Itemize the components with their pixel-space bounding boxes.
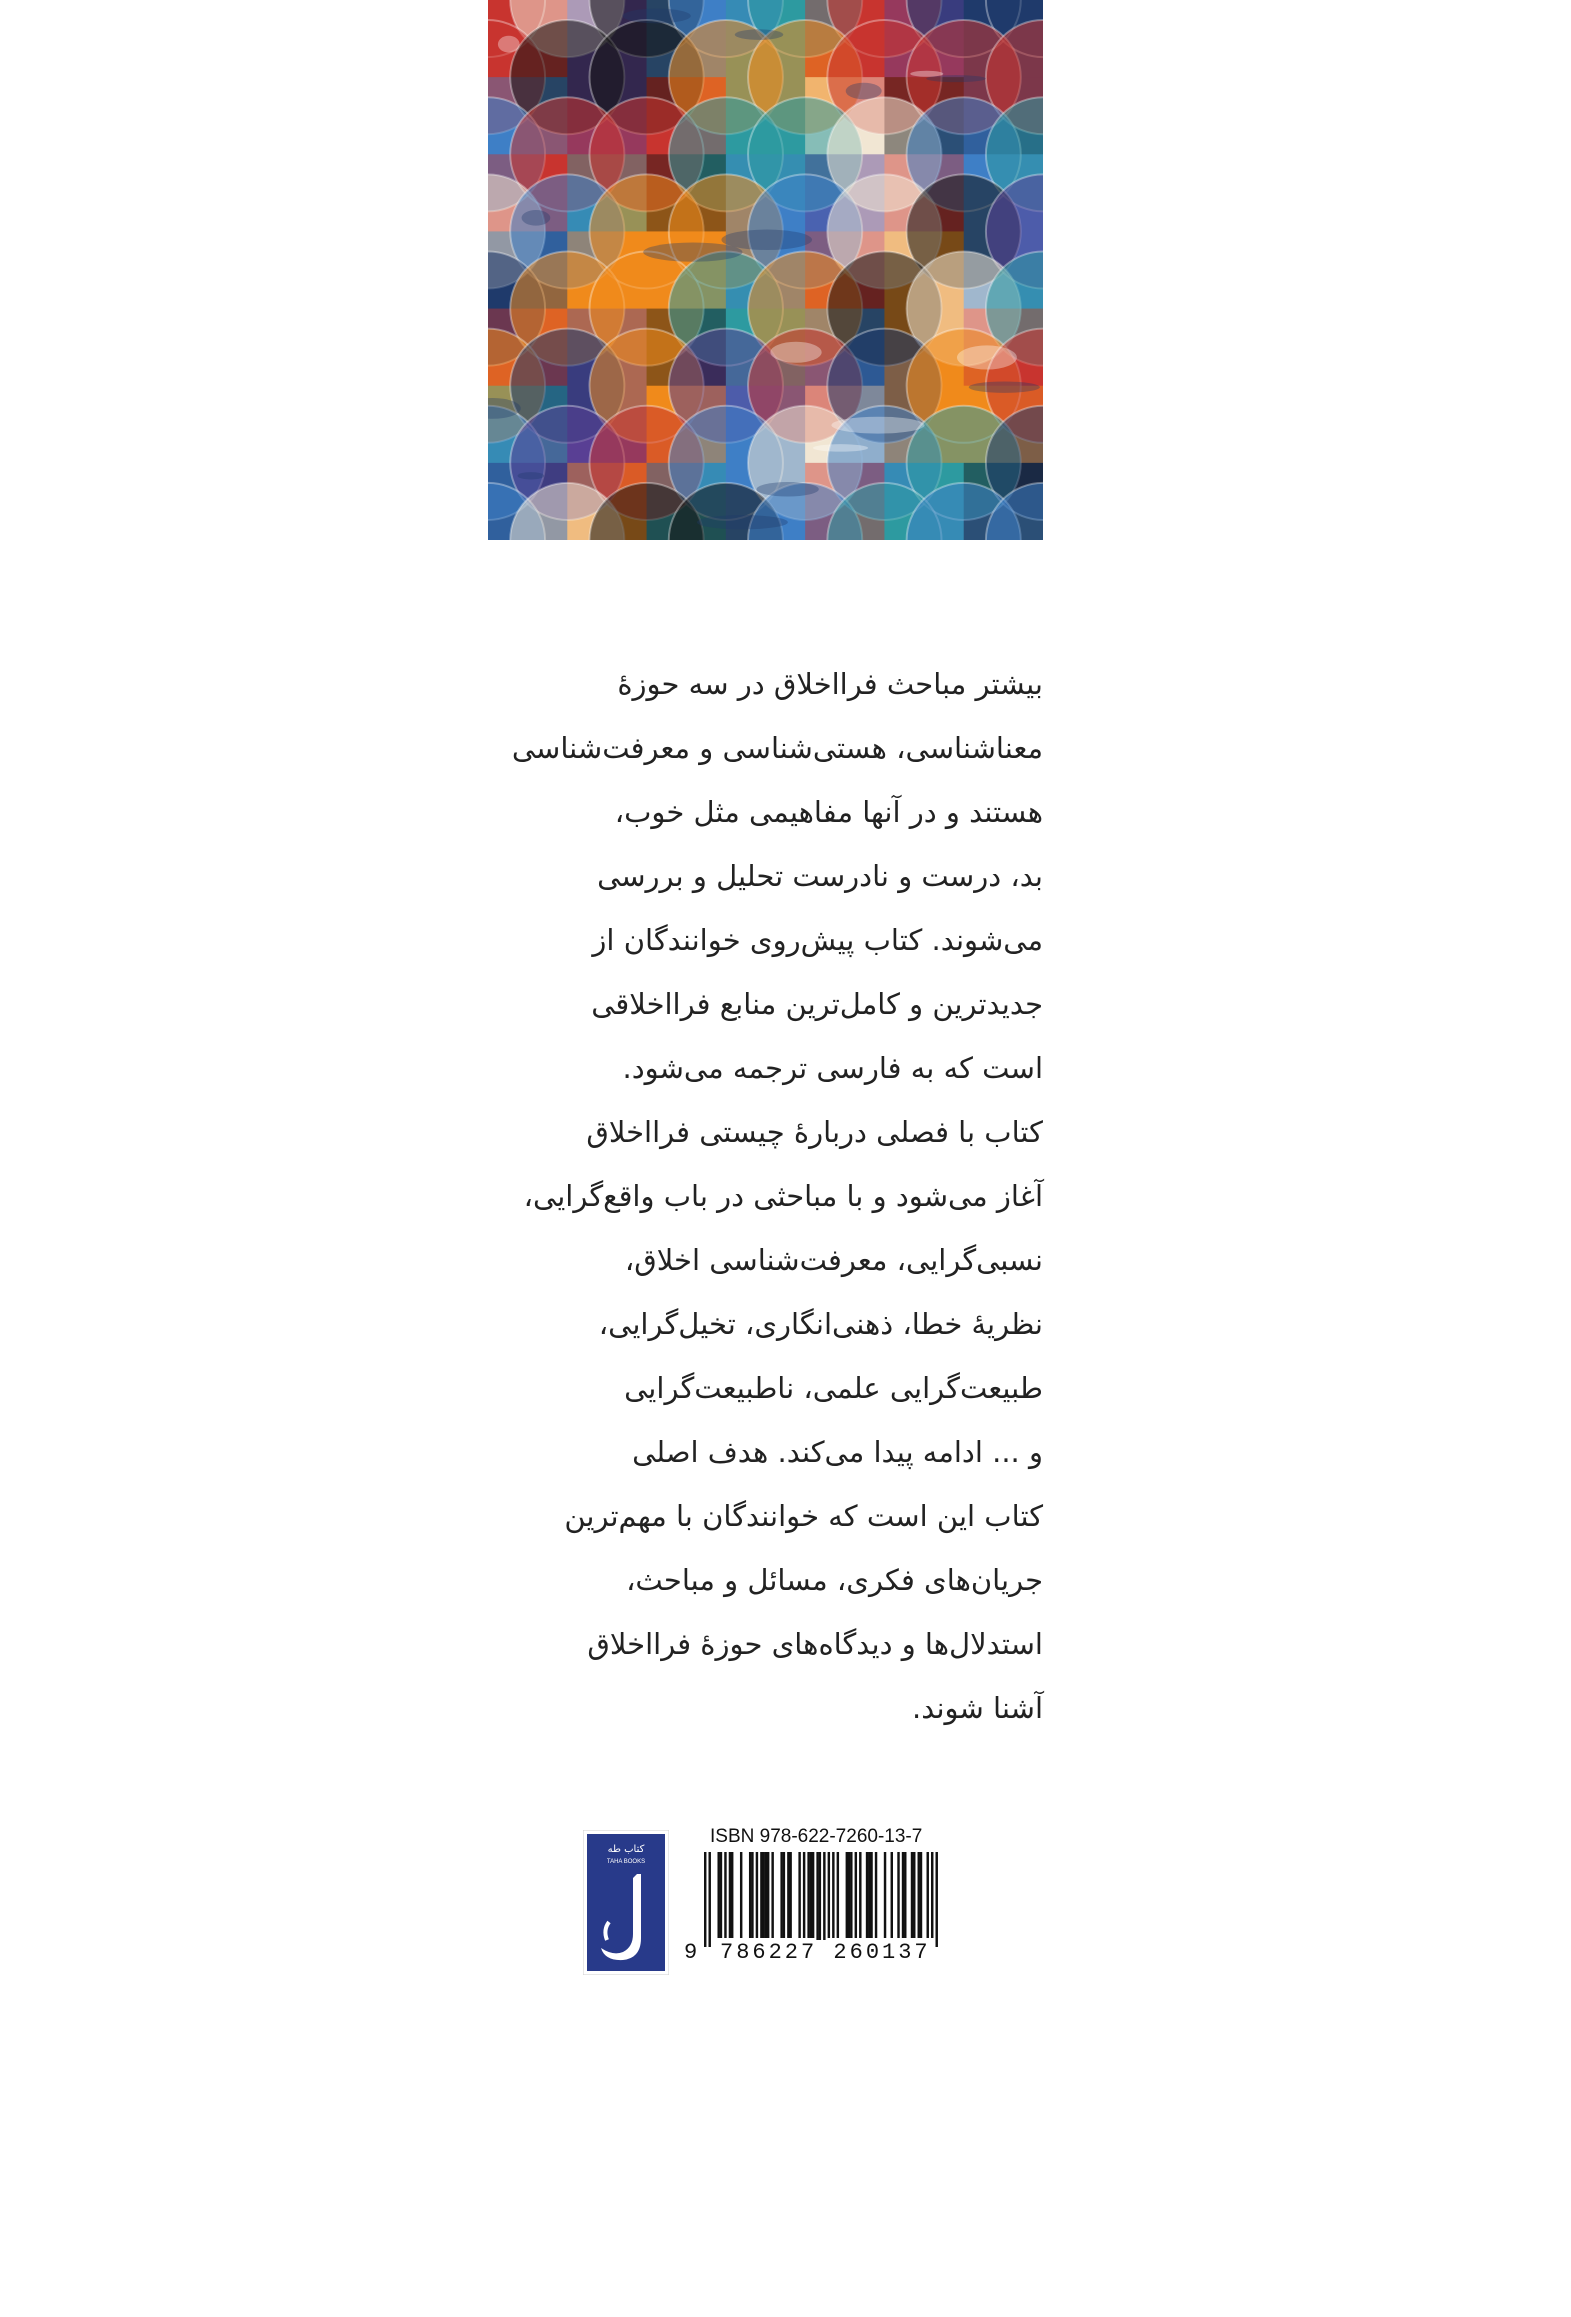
barcode-bar — [859, 1852, 861, 1938]
barcode-bar — [760, 1852, 762, 1938]
barcode-bar — [807, 1852, 809, 1938]
barcode-bar — [832, 1852, 834, 1938]
artwork-splash — [957, 345, 1017, 369]
barcode-bar — [819, 1852, 821, 1947]
barcode-bar — [927, 1852, 929, 1938]
isbn-label: ISBN 978-622-7260-13-7 — [710, 1826, 923, 1847]
barcode-bar — [812, 1852, 814, 1938]
barcode-bar — [771, 1852, 773, 1938]
barcode-bar — [911, 1852, 913, 1938]
blurb-line: طبیعت‌گرایی علمی، ناطبیعت‌گرایی — [624, 1371, 1043, 1405]
publisher-name-fa: کتاب طه — [607, 1844, 645, 1855]
barcode-bar — [936, 1852, 938, 1947]
isbn-barcode-block — [682, 1826, 952, 1976]
artwork-splash — [721, 230, 812, 250]
barcode-bar — [731, 1852, 733, 1938]
barcode-bar — [756, 1852, 758, 1938]
blurb-line: آغاز می‌شود و با مباحثی در باب واقع‌گرایی، — [523, 1179, 1043, 1213]
artwork-splash — [498, 36, 520, 53]
barcode-bar — [875, 1852, 877, 1938]
artwork-splash — [770, 342, 821, 363]
barcode-bar — [717, 1852, 719, 1938]
artwork-splash — [969, 381, 1040, 392]
barcode-icon — [704, 1852, 940, 1947]
publisher-logo-icon — [583, 1830, 669, 1975]
blurb-line: هستند و در آنها مفاهیمی مثل خوب، — [614, 795, 1043, 829]
barcode-bar — [789, 1852, 791, 1938]
publisher-name-en: TAHA BOOKS — [606, 1859, 646, 1865]
artwork-splash — [522, 210, 551, 226]
barcode-bar — [891, 1852, 893, 1938]
back-cover-blurb — [488, 652, 1043, 1740]
barcode-bar — [855, 1852, 857, 1938]
barcode-bar — [823, 1852, 825, 1947]
artwork-splash — [831, 417, 924, 434]
blurb-line: آشنا شوند. — [912, 1691, 1043, 1725]
barcode-bar — [780, 1852, 782, 1938]
barcode-bar — [765, 1852, 767, 1938]
barcode-bar — [762, 1852, 764, 1938]
artwork-splash — [643, 243, 742, 262]
barcode-bar — [767, 1852, 769, 1938]
blurb-line: بد، درست و نادرست تحلیل و بررسی — [597, 859, 1043, 893]
blurb-line: جدیدترین و کامل‌ترین منابع فرااخلاقی — [591, 987, 1043, 1021]
blurb-line: است که به فارسی ترجمه می‌شود. — [622, 1051, 1043, 1085]
blurb-line: معناشناسی، هستی‌شناسی و معرفت‌شناسی — [511, 731, 1043, 765]
barcode-bar — [704, 1852, 706, 1947]
barcode-bar — [740, 1852, 742, 1938]
blurb-line: نظریۀ خطا، ذهنی‌انگاری، تخیل‌گرایی، — [598, 1307, 1043, 1341]
ean-remaining-digits: 786227 260137 — [720, 1940, 931, 1965]
artwork-splash — [757, 482, 819, 496]
barcode-bar — [870, 1852, 872, 1938]
artwork-splash — [697, 515, 788, 529]
blurb-line: بیشتر مباحث فرااخلاق در سه حوزۀ — [617, 667, 1043, 701]
cover-artwork — [488, 0, 1043, 540]
ean-first-digit: 9 — [684, 1940, 698, 1965]
artwork-splash — [623, 9, 691, 24]
barcode-bar — [803, 1852, 805, 1938]
barcode-bar — [850, 1852, 852, 1938]
barcode-bar — [884, 1852, 886, 1938]
barcode-bar — [816, 1852, 818, 1947]
barcode-bar — [848, 1852, 850, 1938]
barcode-bar — [846, 1852, 848, 1938]
barcode-bar — [866, 1852, 868, 1938]
blurb-line: می‌شوند. کتاب پیش‌روی خوانندگان از — [592, 923, 1043, 957]
blurb-line: جریان‌های فکری، مسائل و مباحث، — [626, 1563, 1043, 1597]
artwork-splash — [518, 472, 545, 479]
blurb-line: و ... ادامه پیدا می‌کند. هدف اصلی — [632, 1435, 1043, 1469]
blurb-line: کتاب این است که خوانندگان با مهم‌ترین — [564, 1499, 1043, 1533]
barcode-bar — [720, 1852, 722, 1938]
barcode-bar — [810, 1852, 812, 1938]
barcode-bar — [798, 1852, 800, 1938]
barcode-bar — [931, 1852, 933, 1938]
blurb-line: نسبی‌گرایی، معرفت‌شناسی اخلاق، — [624, 1243, 1043, 1277]
barcode-bar — [783, 1852, 785, 1938]
artwork-splash — [813, 444, 868, 452]
barcode-bar — [902, 1852, 904, 1938]
barcode-bar — [749, 1852, 751, 1938]
barcode-bar — [904, 1852, 906, 1938]
barcode-bar — [913, 1852, 915, 1938]
barcode-bar — [729, 1852, 731, 1938]
barcode-bar — [751, 1852, 753, 1938]
barcode-bar — [868, 1852, 870, 1938]
barcode-bar — [897, 1852, 899, 1938]
artwork-splash — [910, 71, 943, 77]
barcode-bar — [787, 1852, 789, 1938]
blurb-line: کتاب با فصلی دربارۀ چیستی فرااخلاق — [586, 1115, 1043, 1149]
barcode-bar — [920, 1852, 922, 1938]
barcode-bar — [918, 1852, 920, 1938]
barcode-bar — [708, 1852, 710, 1947]
blurb-line: استدلال‌ها و دیدگاه‌های حوزۀ فرااخلاق — [587, 1627, 1043, 1661]
artwork-splash — [846, 83, 882, 100]
barcode-bar — [724, 1852, 726, 1938]
artwork-splash — [735, 29, 783, 40]
barcode-bar — [828, 1852, 830, 1938]
barcode-bar — [837, 1852, 839, 1938]
